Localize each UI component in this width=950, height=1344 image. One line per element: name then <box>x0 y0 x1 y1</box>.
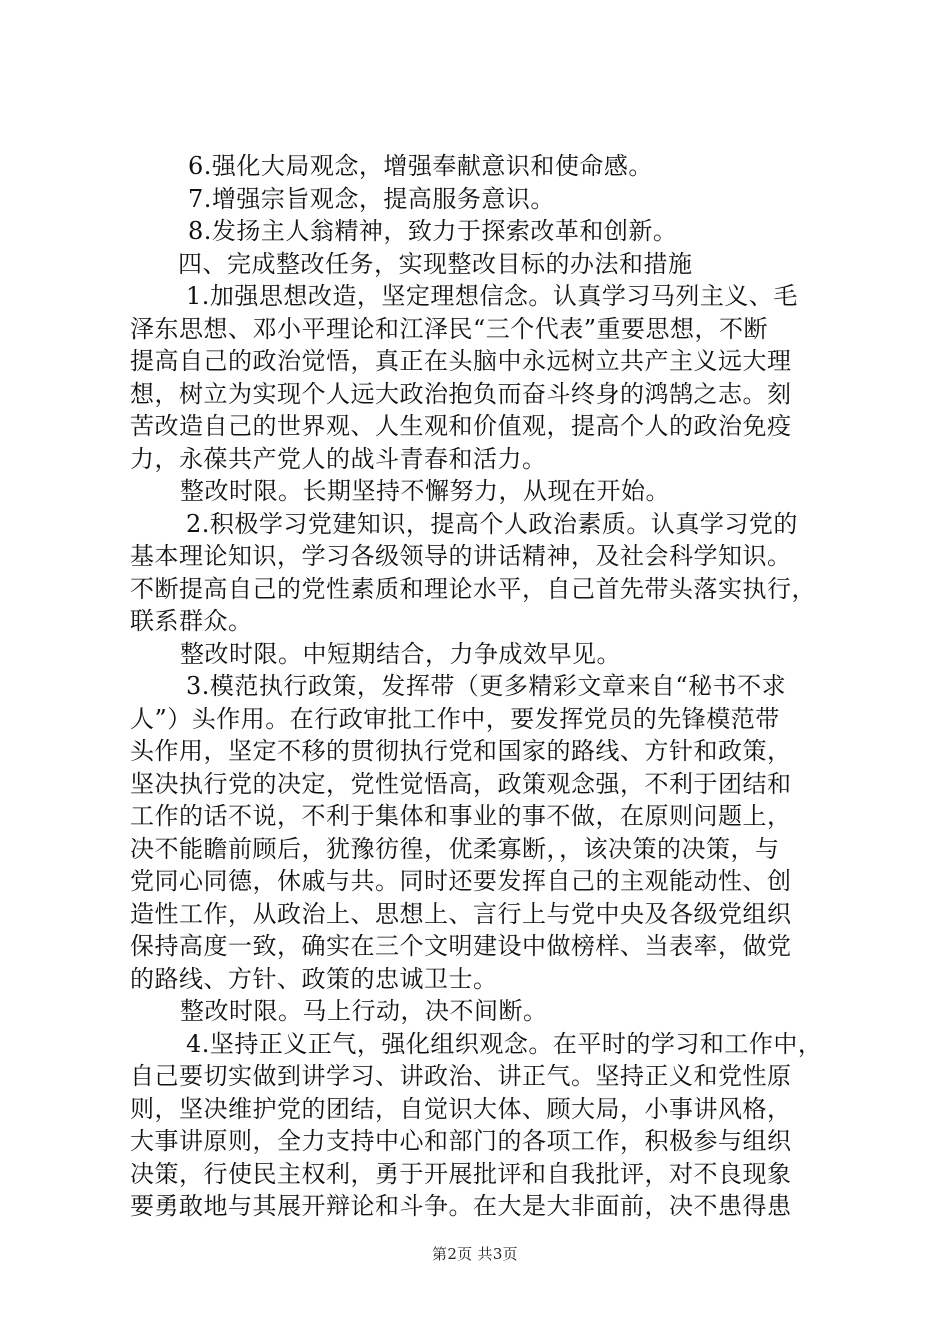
text-line: 7.增强宗旨观念，提高服务意识。 <box>188 184 555 213</box>
text-line: 要勇敢地与其展开辩论和斗争。在大是大非面前，决不患得患 <box>130 1192 792 1220</box>
text-line: 力，永葆共产党人的战斗青春和活力。 <box>130 444 547 473</box>
text-line: 坚决执行党的决定，党性觉悟高，政策观念强，不利于团结和 <box>130 769 792 798</box>
text-line: 造性工作，从政治上、思想上、言行上与党中央及各级党组织 <box>130 899 792 928</box>
text-line: 决不能瞻前顾后，犹豫彷徨，优柔寡断，，该决策的决策，与 <box>130 834 780 863</box>
text-line: 大事讲原则，全力支持中心和部门的各项工作，积极参与组织 <box>130 1127 792 1155</box>
text-line: 6.强化大局观念，增强奉献意识和使命感。 <box>188 152 653 180</box>
text-line: 的路线、方针、政策的忠诚卫士。 <box>130 964 498 993</box>
text-line: 不断提高自己的党性素质和理论水平，自己首先带头落实执行， <box>130 574 816 603</box>
text-line: 2.积极学习党建知识，提高个人政治素质。认真学习党的 <box>186 509 798 538</box>
section-heading: 四、完成整改任务，实现整改目标的办法和措施 <box>178 249 693 278</box>
text-line: 则，坚决维护党的团结，自觉识大体、顾大局，小事讲风格， <box>130 1094 792 1123</box>
text-line: 人”）头作用。在行政审批工作中，要发挥党员的先锋模范带 <box>130 704 780 733</box>
text-line: 想，树立为实现个人远大政治抱负而奋斗终身的鸿鹄之志。刻 <box>130 379 792 408</box>
text-line: 决策，行使民主权利，勇于开展批评和自我批评，对不良现象 <box>130 1159 792 1188</box>
text-line: 联系群众。 <box>130 607 253 635</box>
text-line: 8.发扬主人翁精神，致力于探索改革和创新。 <box>188 217 678 245</box>
text-line: 3.模范执行政策，发挥带（更多精彩文章来自“秘书不求 <box>186 672 787 700</box>
text-line: 整改时限。中短期结合，力争成效早见。 <box>180 639 621 668</box>
text-line: 保持高度一致，确实在三个文明建设中做榜样、当表率，做党 <box>130 932 792 960</box>
text-line: 整改时限。马上行动，决不间断。 <box>180 997 548 1025</box>
document-body <box>130 150 838 1223</box>
text-line: 1.加强思想改造，坚定理想信念。认真学习马列主义、毛 <box>186 282 798 310</box>
text-line: 泽东思想、邓小平理论和江泽民“三个代表”重要思想，不断 <box>130 314 769 343</box>
text-line: 党同心同德，休戚与共。同时还要发挥自己的主观能动性、创 <box>130 867 792 895</box>
page-number-footer: 第2页 共3页 <box>432 1245 518 1263</box>
text-line: 自己要切实做到讲学习、讲政治、讲正气。坚持正义和党性原 <box>130 1062 792 1090</box>
text-line: 提高自己的政治觉悟，真正在头脑中永远树立共产主义远大理 <box>130 347 792 375</box>
text-line: 苦改造自己的世界观、人生观和价值观，提高个人的政治免疫 <box>130 412 792 440</box>
text-line: 头作用，坚定不移的贯彻执行党和国家的路线、方针和政策， <box>130 737 792 765</box>
text-line: 基本理论知识，学习各级领导的讲话精神，及社会科学知识。 <box>130 542 792 570</box>
text-line: 整改时限。长期坚持不懈努力，从现在开始。 <box>180 477 670 505</box>
text-line: 工作的话不说，不利于集体和事业的事不做，在原则问题上， <box>130 802 792 830</box>
text-line: 4.坚持正义正气，强化组织观念。在平时的学习和工作中， <box>186 1029 823 1058</box>
